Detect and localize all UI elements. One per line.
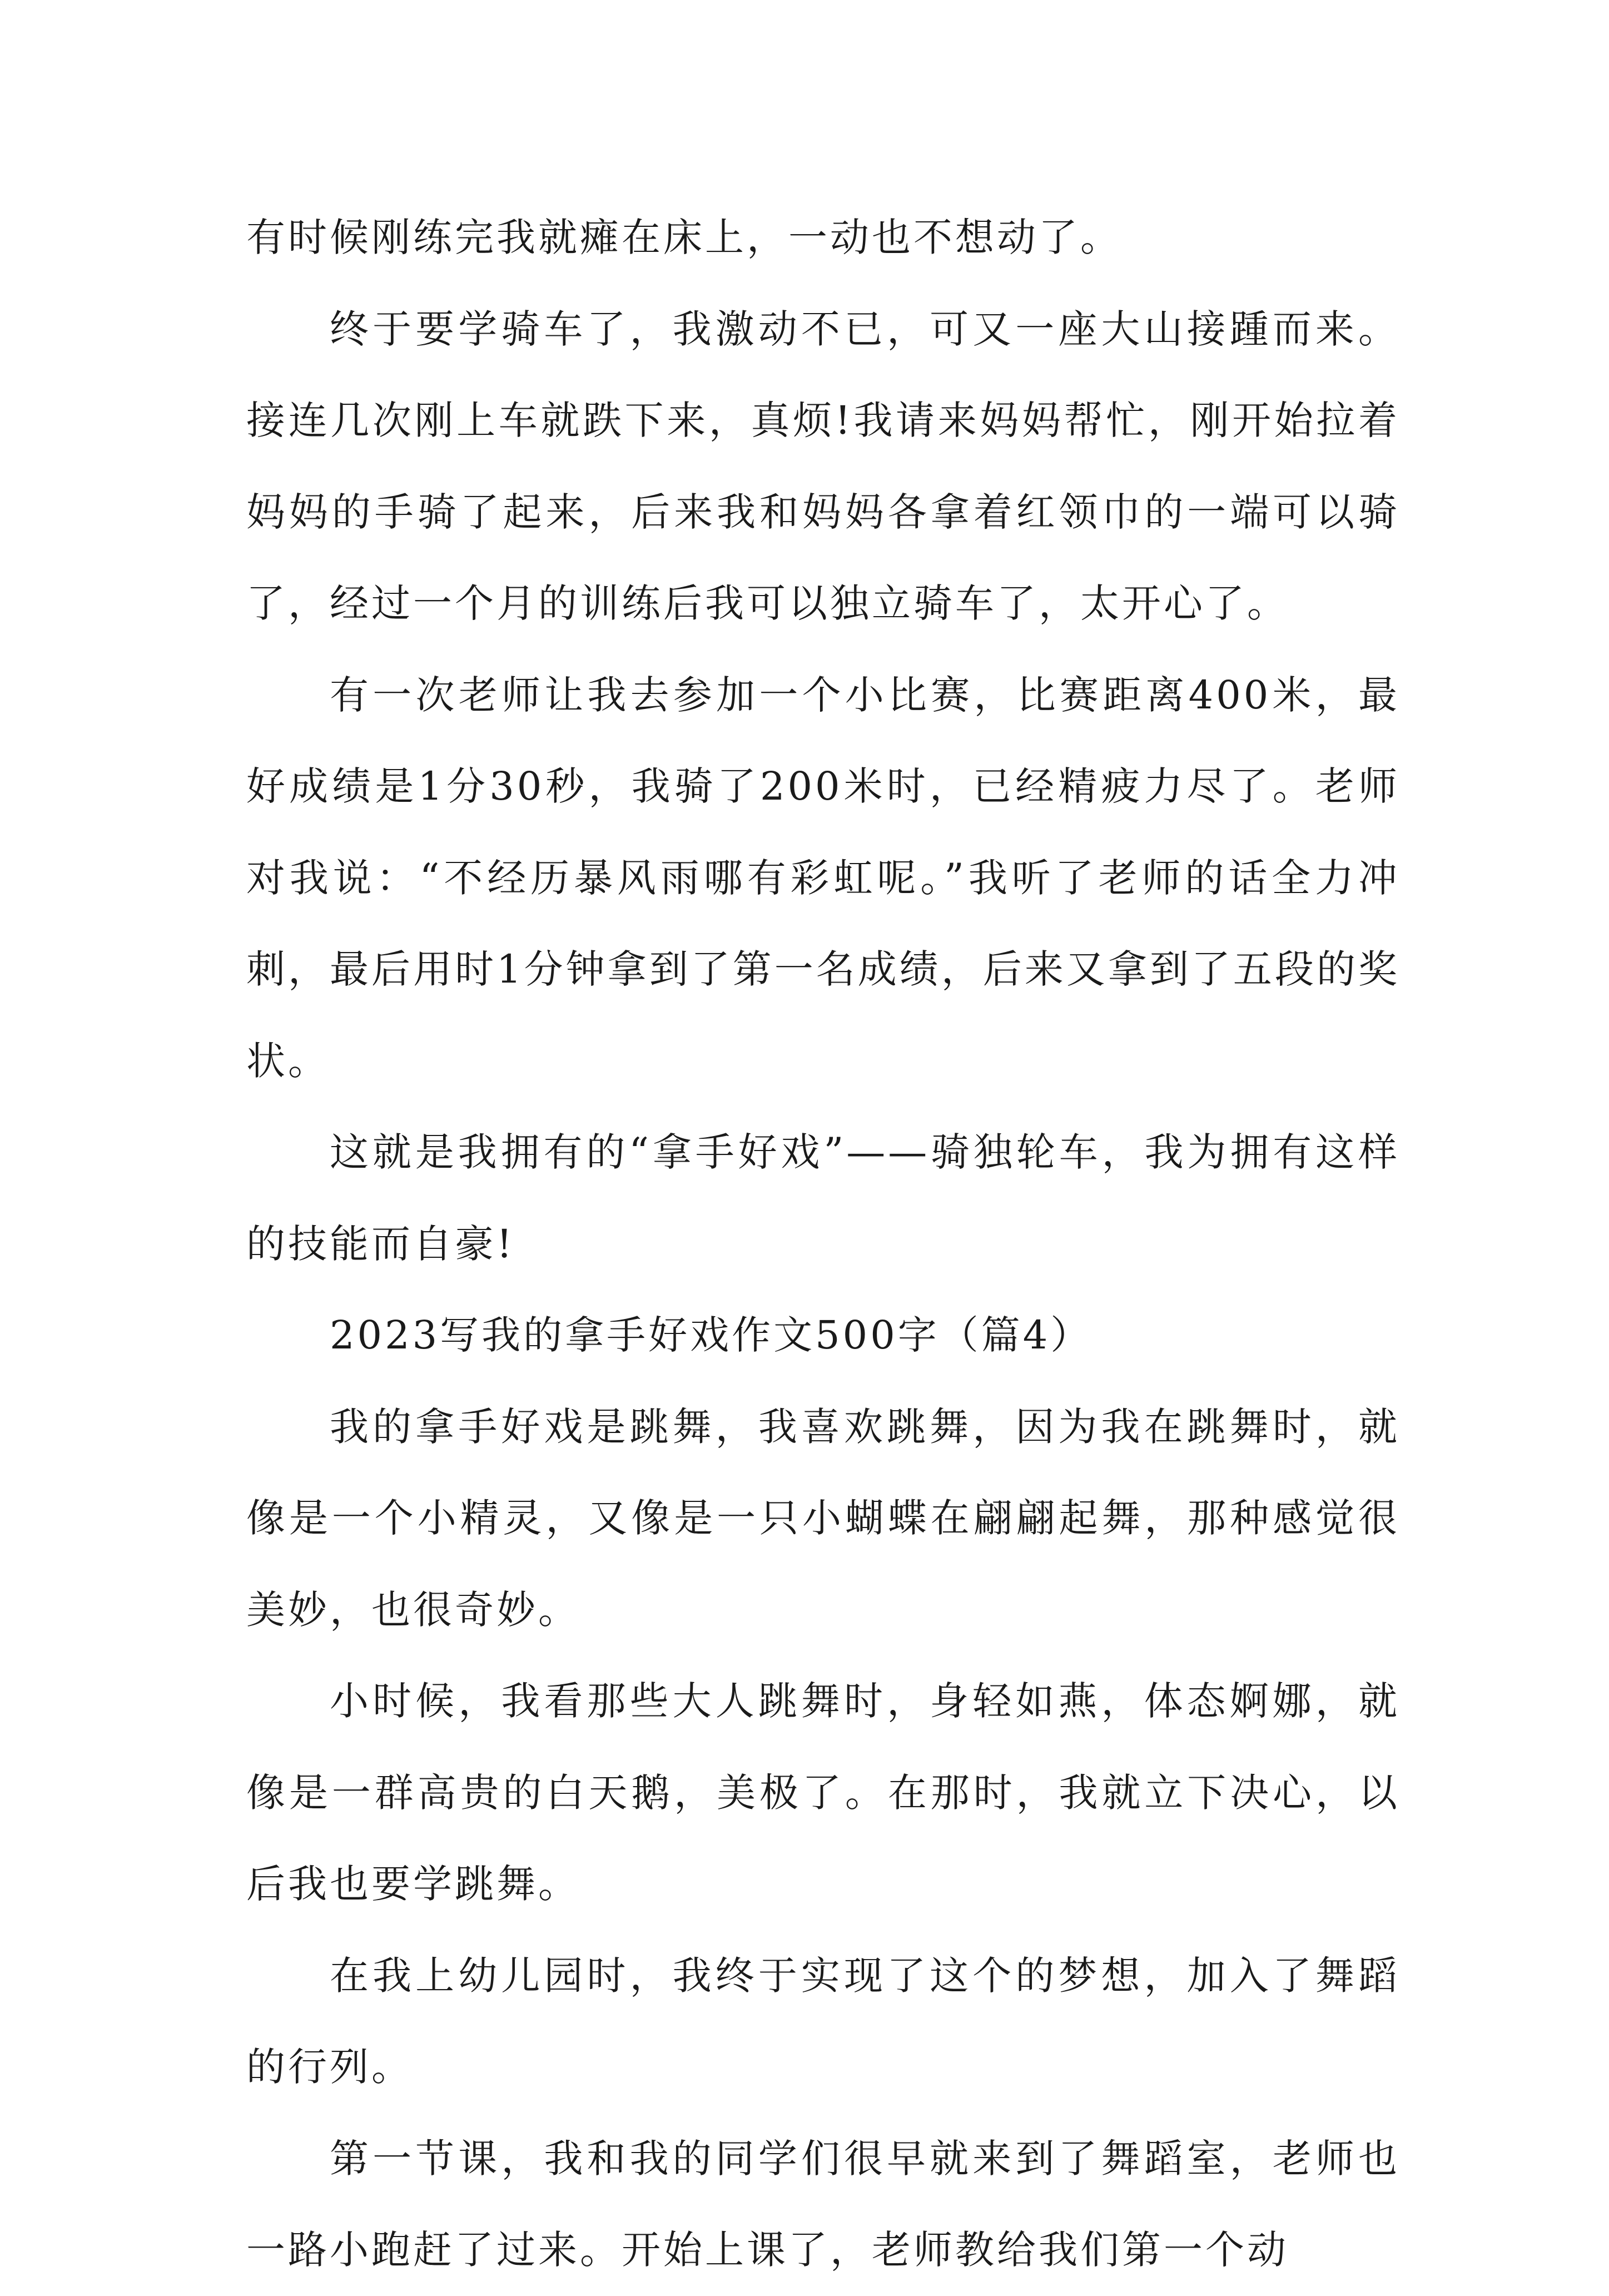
paragraph: 有一次老师让我去参加一个小比赛，比赛距离400米，最好成绩是1分30秒，我骑了200米时，已经精疲力尽了。老师对我说：“不经历暴风雨哪有彩虹呢。”我听了老师的话全力冲刺，最后用时1分钟拿到了第一名成绩，后来又拿到了五段的奖状。: [246, 672, 1400, 1084]
paragraph: 我的拿手好戏是跳舞，我喜欢跳舞，因为我在跳舞时，就像是一个小精灵，又像是一只小蝴蝶在翩翩起舞，那种感觉很美妙，也很奇妙。: [246, 1404, 1400, 1633]
paragraph: 终于要学骑车了，我激动不已，可又一座大山接踵而来。接连几次刚上车就跌下来，真烦!我请来妈妈帮忙，刚开始拉着妈妈的手骑了起来，后来我和妈妈各拿着红领巾的一端可以骑了，经过一个月的训练后我可以独立骑车了，太开心了。: [246, 306, 1400, 626]
document-body: [246, 192, 1400, 2296]
paragraph: 在我上幼儿园时，我终于实现了这个的梦想，加入了舞蹈的行列。: [246, 1952, 1400, 2090]
section-heading: 2023写我的拿手好戏作文500字（篇4）: [330, 1312, 1092, 1358]
paragraph: 第一节课，我和我的同学们很早就来到了舞蹈室，老师也一路小跑赶了过来。开始上课了，老师教给我们第一个动: [246, 2135, 1400, 2273]
paragraph: 这就是我拥有的“拿手好戏”——骑独轮车，我为拥有这样的技能而自豪!: [246, 1129, 1400, 1267]
paragraph-continuation: 有时候刚练完我就瘫在床上，一动也不想动了。: [246, 215, 1122, 260]
paragraph: 小时候，我看那些大人跳舞时，身轻如燕，体态婀娜，就像是一群高贵的白天鹅，美极了。在那时，我就立下决心，以后我也要学跳舞。: [246, 1678, 1400, 1907]
